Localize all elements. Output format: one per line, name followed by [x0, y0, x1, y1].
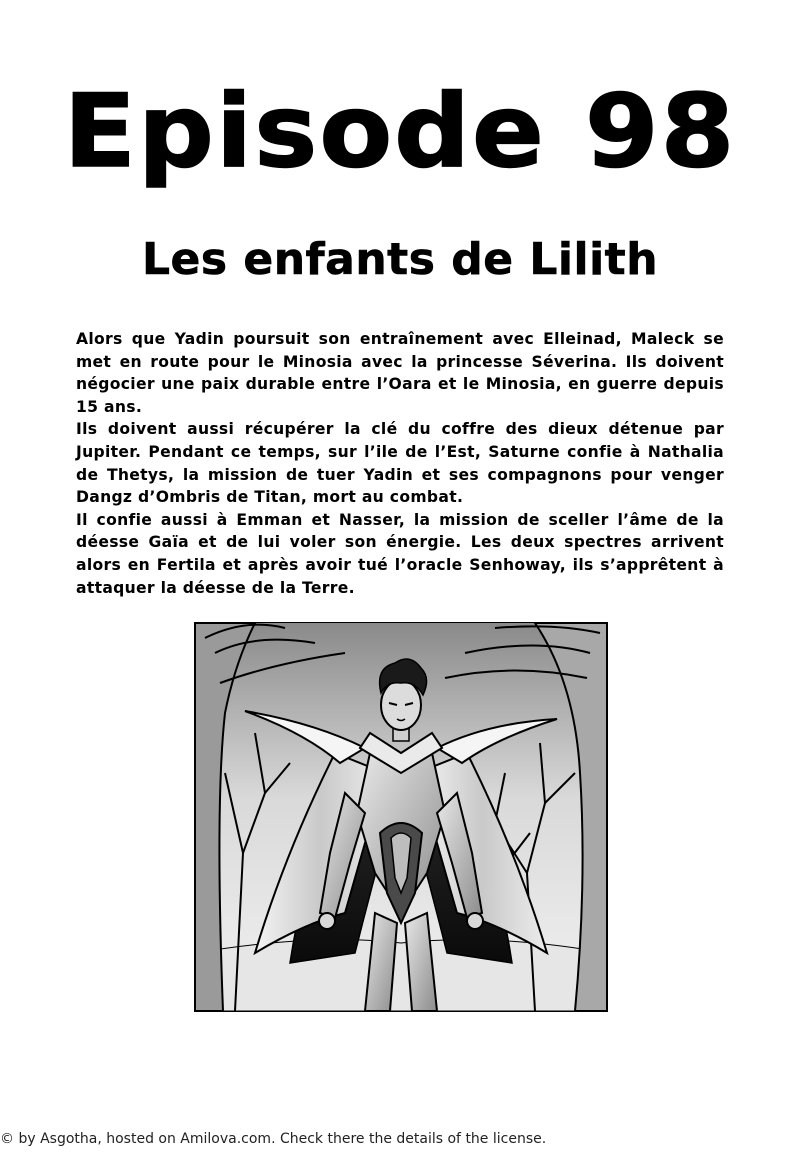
episode-title: Episode 98 [63, 73, 737, 190]
summary-paragraph: Il confie aussi à Emman et Nasser, la mission de sceller l’âme de la déesse Gaïa et de lui voler son énergie. Les deux spectres arrivent alors en Fertila et après avoir tué l’oracle Senhoway, ils s’apprêtent à attaquer la déesse de la Terre. [76, 510, 724, 597]
episode-subtitle: Les enfants de Lilith [141, 234, 659, 285]
summary-paragraph: Alors que Yadin poursuit son entraînement avec Elleinad, Maleck se met en route pour le Minosia avec la princesse Séverina. Ils doivent négocier une paix durable entre l’Oara et le Minosia, en guerre depuis 15 ans. [76, 330, 724, 416]
episode-illustration [194, 622, 608, 1012]
summary-paragraph: Ils doivent aussi récupérer la clé du coffre des dieux détenue par Jupiter. Pendant ce temps, sur l’ile de l’Est, Saturne confie à Nathalia de Thetys, la mission de tuer Yadin et ses compagnons pour venger Dangz d’Ombris de Titan, mort au combat. [76, 420, 724, 507]
warrior-illustration-art [195, 623, 607, 1011]
episode-summary [76, 328, 724, 599]
copyright-notice: © by Asgotha, hosted on Amilova.com. Check there the details of the license. [0, 1131, 547, 1147]
